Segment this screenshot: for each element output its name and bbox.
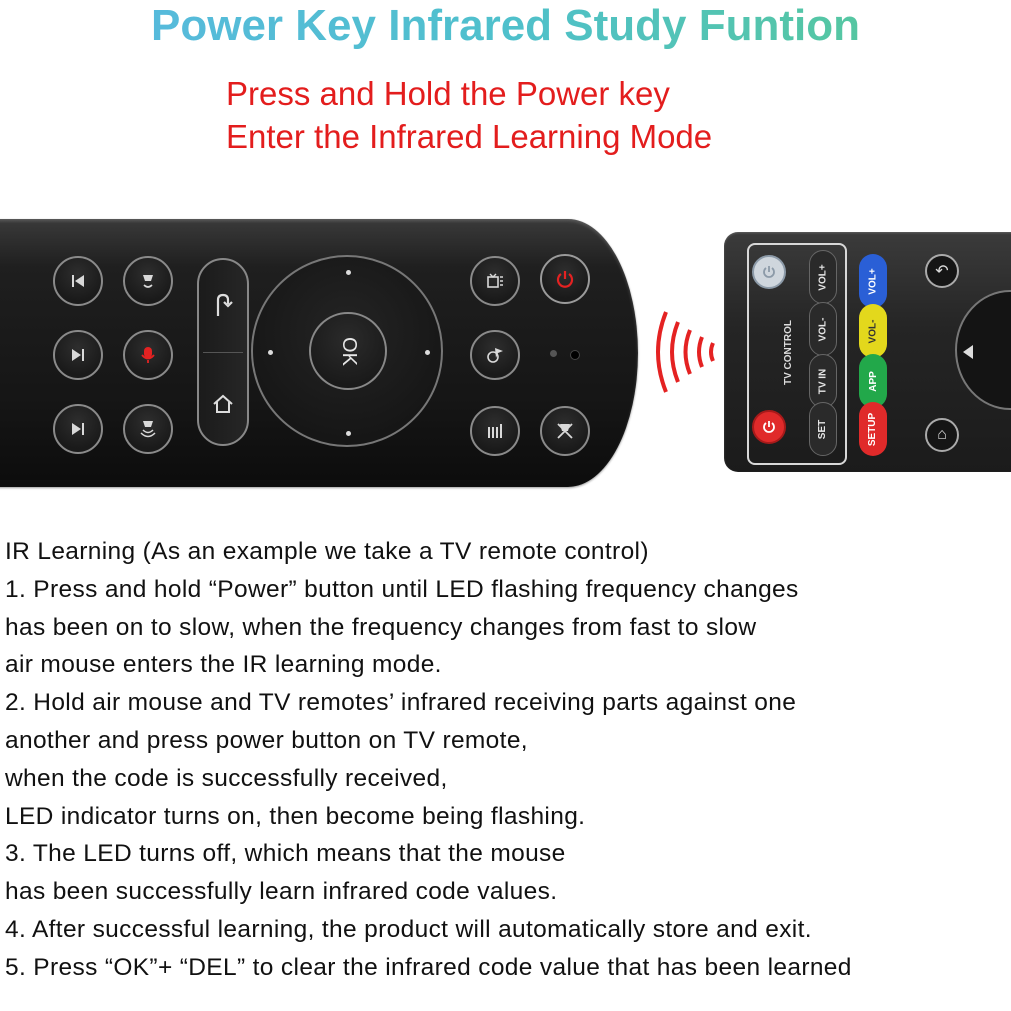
dpad-left-dot [268,350,273,355]
instruction-line: 2. Hold air mouse and TV remotes’ infrared receiving parts against one [5,689,797,717]
tv-home-icon: ⌂ [925,418,959,452]
mouse-cursor-icon [470,330,520,380]
instruction-line: 1. Press and hold “Power” button until LED flashing frequency changes [5,575,799,603]
power-icon [540,254,590,304]
page-title: Power Key Infrared Study Funtion [0,0,1011,52]
mute-icon [540,406,590,456]
tv-power-learn-button [752,255,786,289]
instruction-line: when the code is successfully received, [5,764,448,792]
tv-in-key: TV IN [809,354,837,408]
instructions [5,533,1011,987]
play-pause-icon [53,330,103,380]
instruction-line: 4. After successful learning, the product will automatically store and exit. [5,915,812,943]
volume-down-icon [123,256,173,306]
skip-next-icon [53,404,103,454]
infrared-waves-icon [650,306,730,398]
tv-vol-minus-key: VOL- [809,302,837,356]
skip-previous-icon [53,256,103,306]
subtitle-line: Enter the Infrared Learning Mode [226,118,713,155]
color-key-app: APP [859,354,887,408]
dpad-up-dot [346,270,351,275]
dpad-down-dot [346,431,351,436]
instruction-heading: IR Learning (As an example we take a TV remote control) [5,538,649,565]
tv-set-key: SET [809,402,837,456]
instruction-line: has been on to slow, when the frequency changes from fast to slow [5,613,757,641]
dpad-right-dot [425,350,430,355]
back-arrow-icon [199,292,247,324]
tv-back-icon: ↶ [925,254,959,288]
menu-bars-icon [470,406,520,456]
led-indicator [550,350,557,357]
tv-input-icon [470,256,520,306]
instruction-line: 5. Press “OK”+ “DEL” to clear the infrared code value that has been learned [5,953,852,981]
microphone-icon [123,330,173,380]
tv-dpad-left-icon [963,345,973,359]
home-icon [199,392,247,422]
instruction-line: another and press power button on TV remote, [5,726,528,754]
instruction-line: 3. The LED turns off, which means that the mouse [5,840,566,868]
tv-vol-plus-key: VOL+ [809,250,837,304]
color-key-vol-minus: VOL- [859,304,887,358]
instruction-line: air mouse enters the IR learning mode. [5,651,442,679]
color-key-setup: SETUP [859,402,887,456]
volume-up-icon [123,404,173,454]
ok-button: OK [309,312,387,390]
subtitle [226,72,712,158]
color-key-vol-plus: VOL+ [859,254,887,308]
tv-control-label: TV CONTROL [783,320,794,385]
tv-power-button [752,410,786,444]
ir-receiver [570,350,580,360]
subtitle-line: Press and Hold the Power key [226,75,670,112]
instruction-line: LED indicator turns on, then become being flashing. [5,802,586,830]
back-home-rocker [197,258,249,446]
instruction-line: has been successfully learn infrared code values. [5,878,558,906]
